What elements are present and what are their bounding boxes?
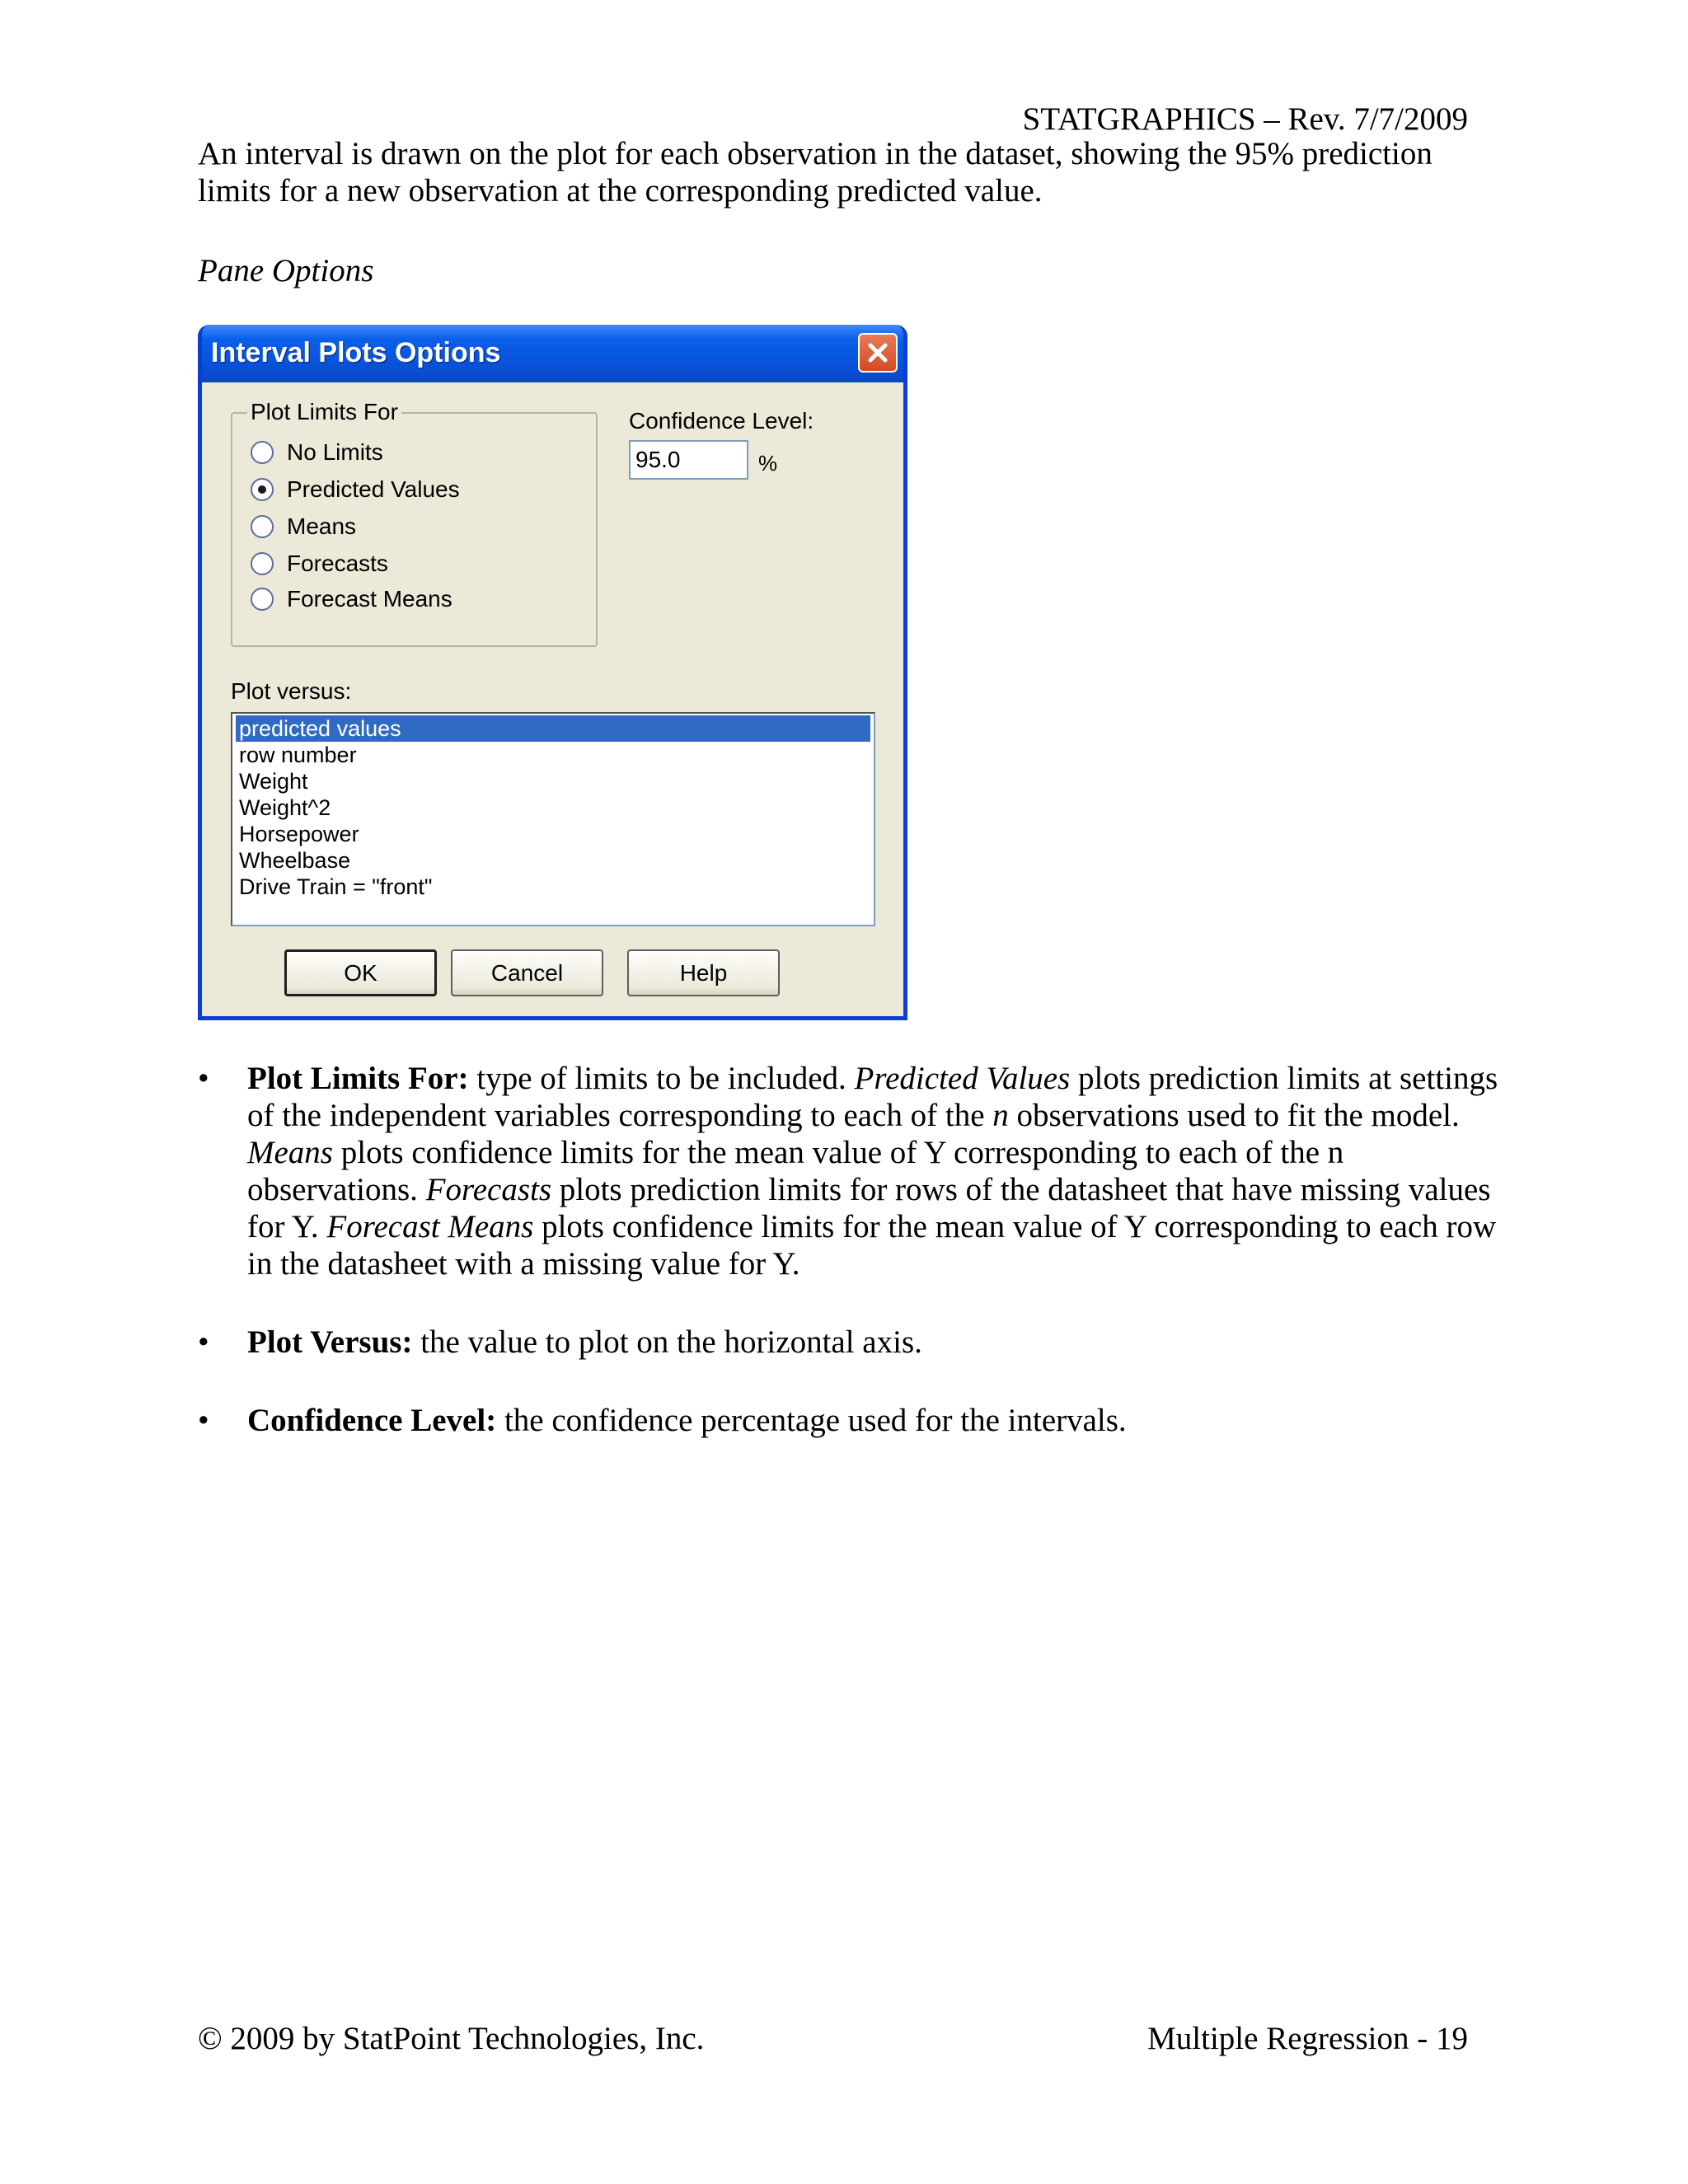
radio-label: Forecasts <box>287 551 388 576</box>
list-item[interactable]: row number <box>239 743 357 767</box>
list-item[interactable]: Horsepower <box>239 822 359 846</box>
radio-button-selected[interactable] <box>251 478 274 501</box>
section-heading: Pane Options <box>198 253 374 288</box>
radio-label: No Limits <box>287 439 383 465</box>
bullet-text: observations used to fit the model. <box>1008 1098 1460 1133</box>
bullet-term: Plot Versus: <box>247 1324 413 1360</box>
bullet-text: the value to plot on the horizontal axis. <box>412 1324 922 1360</box>
radio-label: Forecast Means <box>287 586 452 612</box>
bullet-term: Plot Limits For: <box>247 1061 469 1096</box>
footer-page-label: Multiple Regression - 19 <box>1147 2021 1468 2056</box>
bullet-dot: • <box>198 1403 209 1438</box>
confidence-level-input[interactable] <box>629 440 748 480</box>
confidence-level-label: Confidence Level: <box>629 408 814 434</box>
interval-plots-options-dialog <box>198 325 907 1020</box>
running-head: STATGRAPHICS – Rev. 7/7/2009 <box>1022 101 1468 137</box>
list-item-selected[interactable]: predicted values <box>236 715 870 742</box>
radio-no-limits[interactable] <box>251 438 383 466</box>
radio-forecasts[interactable] <box>251 550 388 578</box>
radio-predicted-values[interactable] <box>251 476 460 504</box>
radio-button[interactable] <box>251 588 274 611</box>
bullet-dot: • <box>198 1061 209 1096</box>
bullet-confidence-level <box>198 1402 1500 1439</box>
dialog-titlebar[interactable] <box>198 325 907 382</box>
bullet-text: plots confidence limits for the mean value of Y corresponding to each row in the datasheet with a missing value for Y. <box>247 1209 1497 1282</box>
ok-button[interactable]: OK <box>284 949 437 996</box>
percent-unit: % <box>758 451 778 476</box>
bullet-text: plots confidence limits for the mean value of Y corresponding to each of the n observations. <box>247 1135 1344 1207</box>
bullet-text: plots prediction limits at settings of the independent variables corresponding to each of the <box>247 1061 1498 1133</box>
list-item[interactable]: Weight <box>239 769 308 794</box>
help-button[interactable]: Help <box>627 949 780 996</box>
radio-button[interactable] <box>251 552 274 575</box>
list-item[interactable]: Drive Train = "front" <box>239 874 433 899</box>
intro-paragraph: An interval is drawn on the plot for each observation in the dataset, showing the 95% prediction limits for a new observation at the corresponding predicted value. <box>198 136 1432 209</box>
dialog-title: Interval Plots Options <box>211 337 501 368</box>
list-item[interactable]: Weight^2 <box>239 795 331 820</box>
plot-limits-groupbox <box>231 399 598 647</box>
bullet-text: the confidence percentage used for the intervals. <box>496 1403 1127 1438</box>
bullet-dot: • <box>198 1324 209 1360</box>
radio-forecast-means[interactable] <box>251 585 452 613</box>
bullet-emphasis: Forecast Means <box>326 1209 534 1244</box>
bullet-plot-limits-for <box>198 1060 1500 1282</box>
radio-means[interactable] <box>251 513 356 541</box>
bullet-list <box>198 1060 1500 1480</box>
bullet-term: Confidence Level: <box>247 1403 497 1438</box>
plot-versus-listbox[interactable] <box>231 712 875 926</box>
radio-button[interactable] <box>251 515 274 538</box>
plot-limits-legend: Plot Limits For <box>247 399 401 425</box>
radio-label: Predicted Values <box>287 476 460 502</box>
bullet-emphasis: n <box>992 1098 1009 1133</box>
footer-copyright: © 2009 by StatPoint Technologies, Inc. <box>198 2021 705 2056</box>
bullet-plot-versus <box>198 1324 1500 1361</box>
radio-button[interactable] <box>251 441 274 464</box>
plot-versus-label: Plot versus: <box>231 678 352 704</box>
bullet-emphasis: Forecasts <box>425 1172 552 1207</box>
radio-label: Means <box>287 513 357 539</box>
bullet-emphasis: Predicted Values <box>854 1061 1071 1096</box>
bullet-text: type of limits to be included. <box>468 1061 855 1096</box>
close-button[interactable] <box>858 333 898 373</box>
cancel-button[interactable]: Cancel <box>451 949 603 996</box>
bullet-emphasis: Means <box>247 1135 333 1170</box>
bullet-text: plots prediction limits for rows of the datasheet that have missing values for Y. <box>247 1172 1491 1244</box>
list-item[interactable]: Wheelbase <box>239 848 351 873</box>
close-x-icon <box>866 341 889 364</box>
